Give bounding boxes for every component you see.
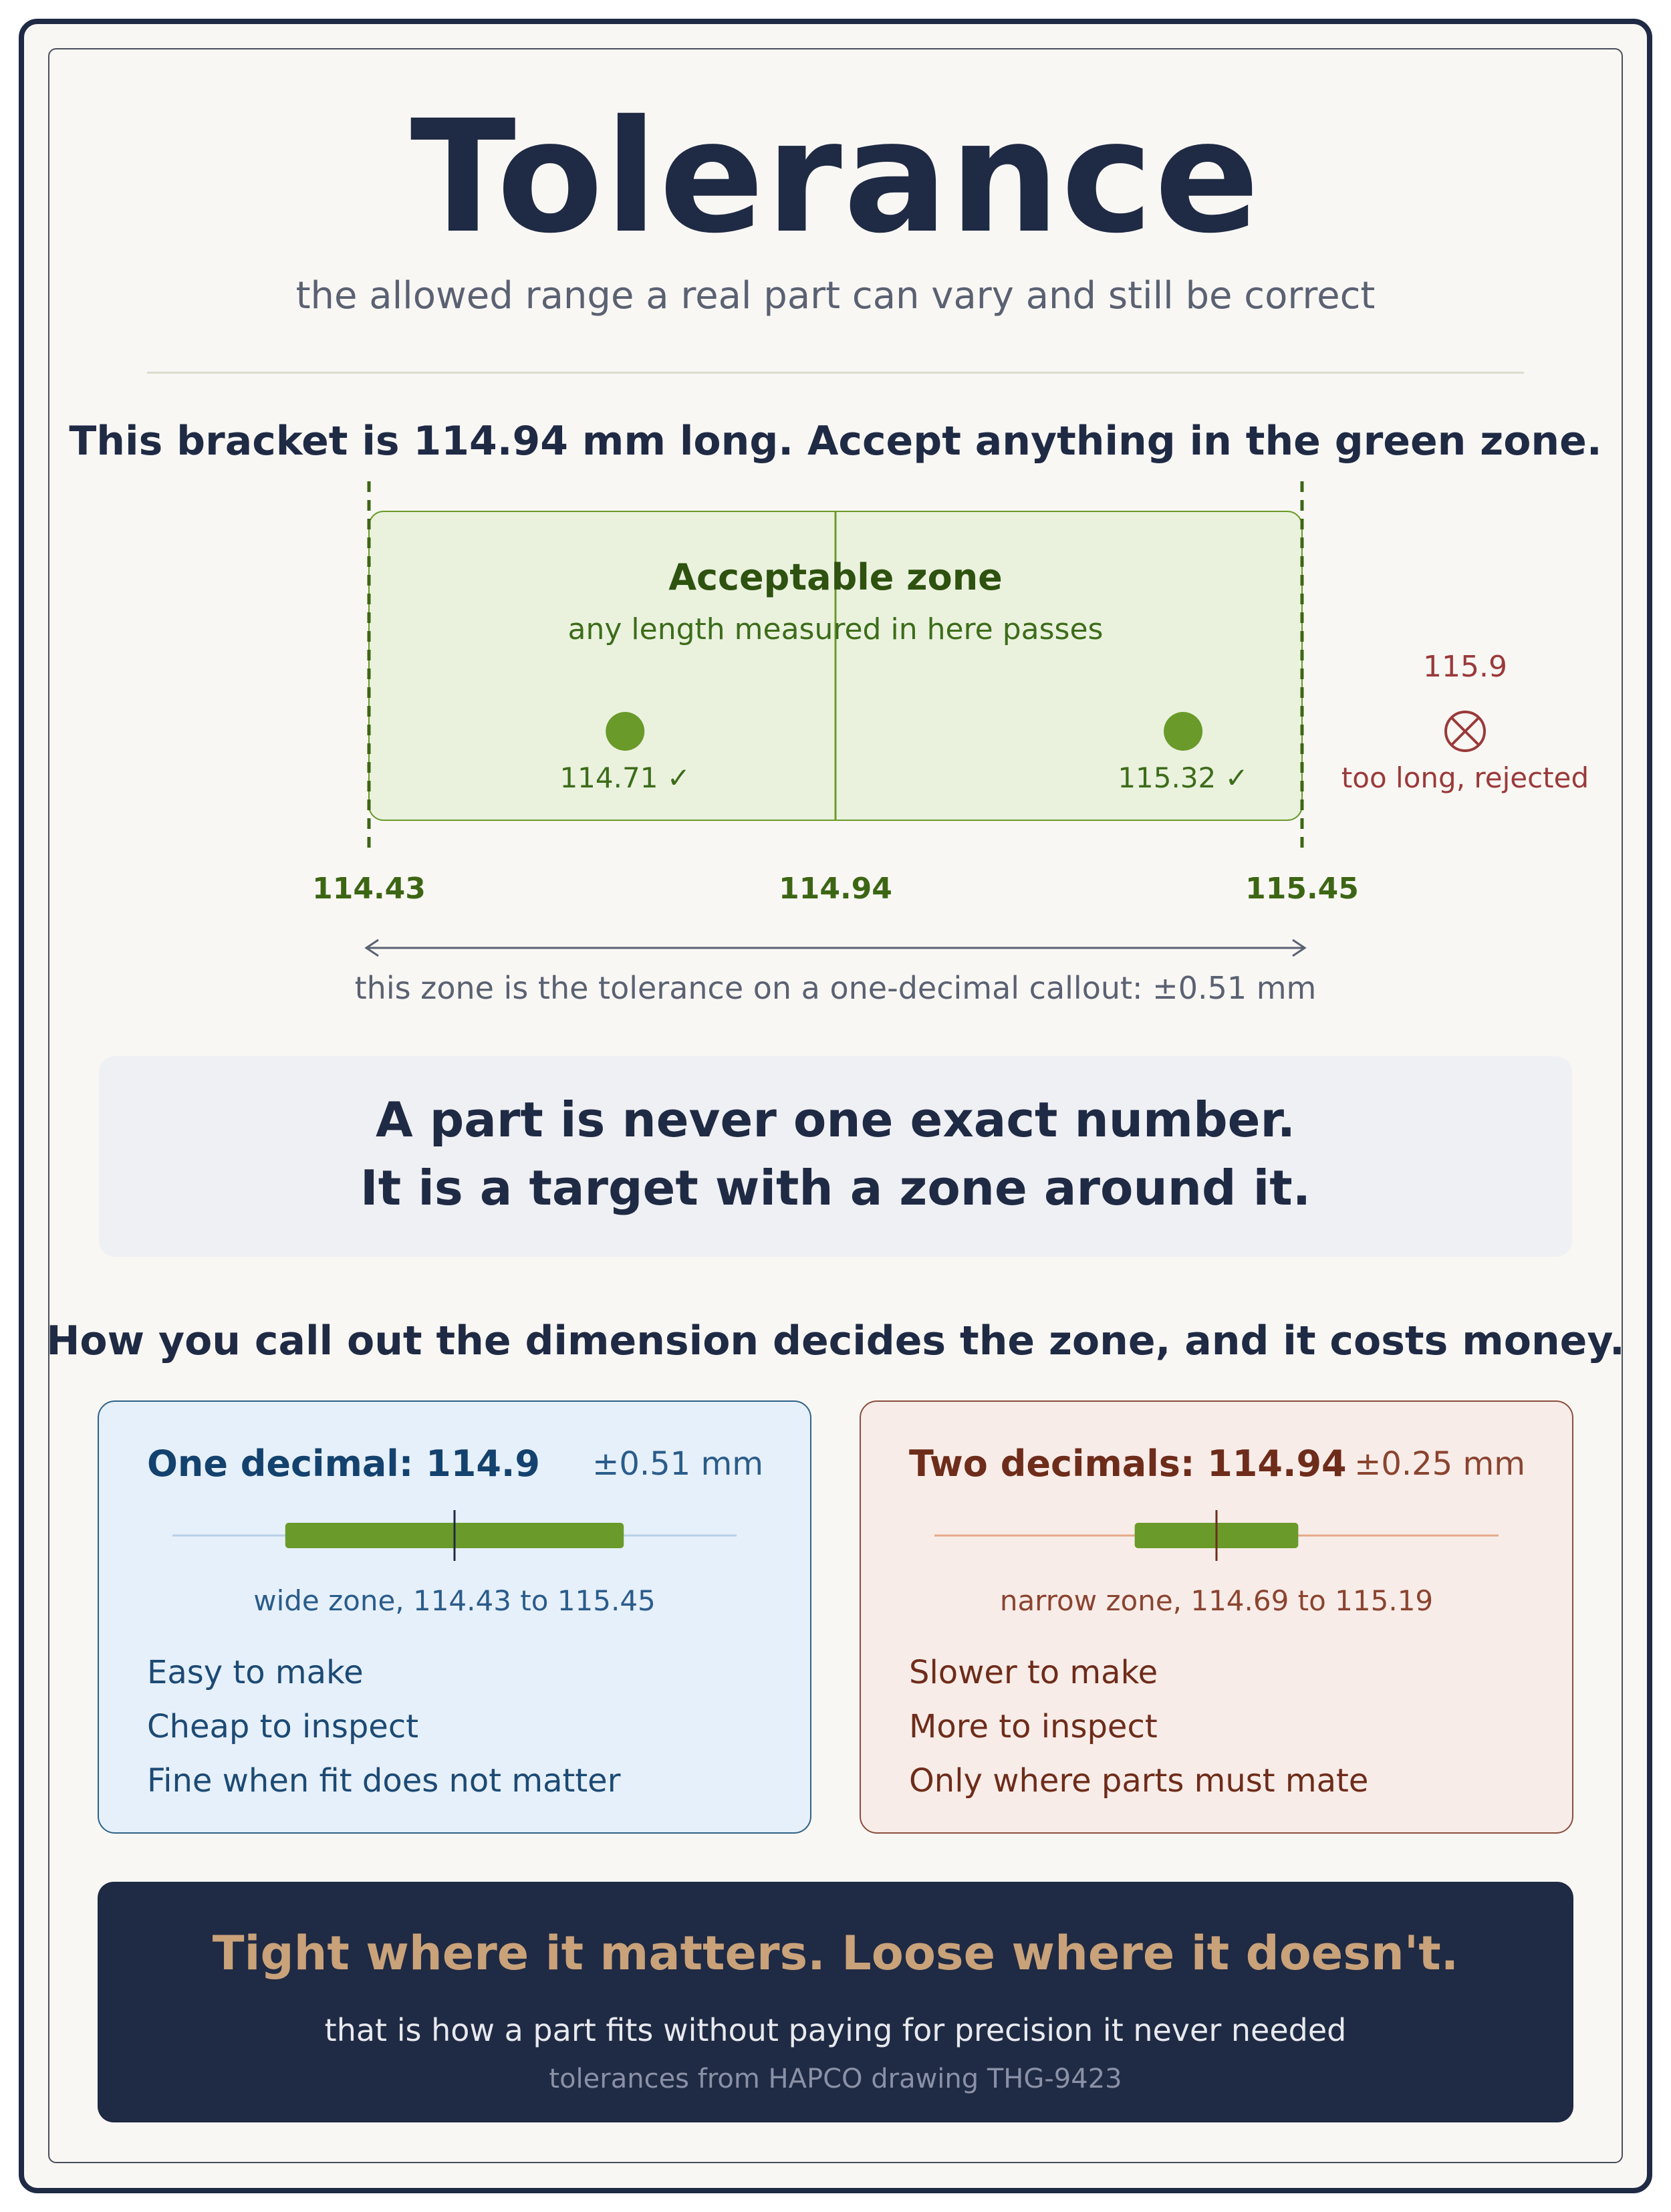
two-decimals-card	[860, 1400, 1573, 1834]
reject-sample-value: 115.9	[1423, 650, 1507, 684]
key-message-line-1: A part is never one exact number.	[375, 1092, 1296, 1148]
upper-limit-label: 115.45	[1245, 872, 1359, 906]
reject-sample-note: too long, rejected	[1341, 761, 1589, 794]
tolerance-zone-diagram	[0, 0, 1671, 1003]
one-decimal-zone-text: wide zone, 114.43 to 115.45	[253, 1584, 656, 1617]
zone-width-arrow	[366, 940, 1305, 956]
two-decimals-item: Only where parts must mate	[909, 1762, 1369, 1800]
lower-limit-label: 114.43	[312, 872, 426, 906]
one-decimal-item: Fine when fit does not matter	[147, 1762, 621, 1800]
one-decimal-zone-bar	[99, 1509, 810, 1562]
two-decimals-tolerance: ±0.25 mm	[1354, 1445, 1525, 1483]
two-decimals-item: More to inspect	[909, 1708, 1158, 1745]
takeaway-subtitle: that is how a part fits without paying for precision it never needed	[324, 2012, 1347, 2048]
tolerance-caption: this zone is the tolerance on a one-decimal callout: ±0.51 mm	[354, 970, 1317, 1006]
one-decimal-item: Cheap to inspect	[147, 1708, 419, 1745]
two-decimals-item: Slower to make	[909, 1654, 1158, 1691]
callout-heading: How you call out the dimension decides the zone, and it costs money.	[46, 1318, 1625, 1364]
one-decimal-title: One decimal: 114.9	[147, 1443, 540, 1485]
pass-sample-label: 114.71 ✓	[559, 761, 690, 794]
one-decimal-tolerance: ±0.51 mm	[592, 1445, 763, 1483]
key-message-box	[99, 1056, 1572, 1257]
one-decimal-item: Easy to make	[147, 1654, 364, 1691]
page-subtitle: the allowed range a real part can vary and still be correct	[295, 274, 1376, 318]
one-decimal-card	[98, 1400, 811, 1834]
key-message-line-2: It is a target with a zone around it.	[360, 1160, 1311, 1216]
zone-subtitle: any length measured in here passes	[567, 612, 1104, 646]
reject-icon	[1446, 712, 1485, 751]
nominal-label: 114.94	[779, 872, 892, 906]
pass-sample-marker	[1164, 712, 1202, 751]
pass-sample-label: 115.32 ✓	[1118, 761, 1249, 794]
example-heading: This bracket is 114.94 mm long. Accept anything in the green zone.	[69, 418, 1602, 465]
two-decimals-zone-bar	[861, 1509, 1572, 1562]
takeaway-source: tolerances from HAPCO drawing THG-9423	[549, 2064, 1122, 2094]
page-title: Tolerance	[410, 87, 1261, 267]
takeaway-title: Tight where it matters. Loose where it doesn't.	[212, 1926, 1459, 1981]
pass-sample-marker	[606, 712, 644, 751]
two-decimals-title: Two decimals: 114.94	[909, 1443, 1347, 1485]
takeaway-banner	[98, 1882, 1573, 2122]
two-decimals-zone-text: narrow zone, 114.69 to 115.19	[999, 1584, 1434, 1617]
zone-title: Acceptable zone	[668, 556, 1003, 598]
